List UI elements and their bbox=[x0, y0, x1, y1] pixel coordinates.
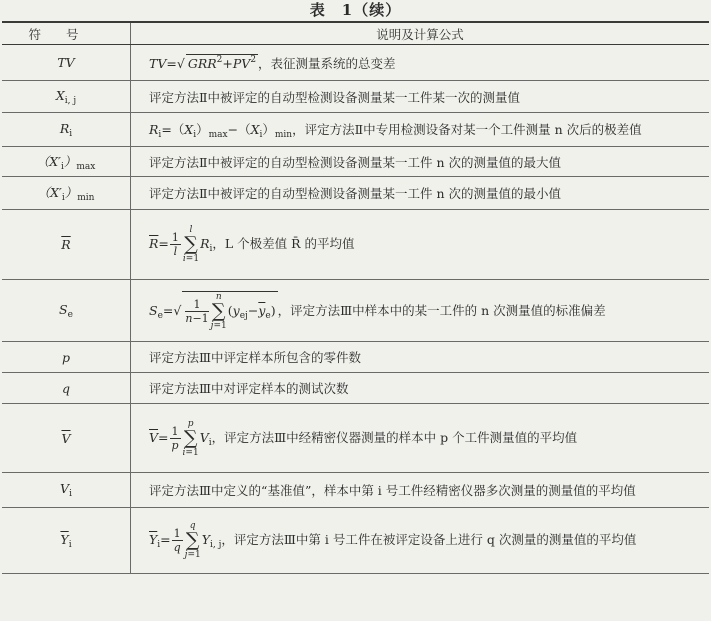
description-cell: 评定方法Ⅲ中对评定样本的测试次数 bbox=[131, 373, 710, 404]
description-cell: $\overline{V}=$ $\frac{1}{p}$ p ∑ i=1 $V_i$，评定方法Ⅲ中经精密仪器测量的样本中 p 个工件测量值的平均值 bbox=[131, 404, 710, 473]
table-row bbox=[2, 404, 709, 473]
formula: $R_i=(X_i)_{max}-(X_i)_{min}$ bbox=[149, 121, 293, 140]
table-row bbox=[2, 177, 709, 210]
symbol-cell: $\overline{R}$ bbox=[2, 210, 131, 280]
description-column-header: 说明及计算公式 bbox=[131, 22, 710, 45]
formula: $\overline{V}=$ $\frac{1}{p}$ p ∑ i=1 $V_i$ bbox=[149, 418, 212, 458]
description-cell: $\overline{Y}_i=$ $\frac{1}{q}$ q ∑ j=1 $Y_{i, j}$，评定方法Ⅲ中第 i 号工件在被评定设备上进行 q 次测量的测量值的平均值 bbox=[131, 508, 710, 574]
table-row bbox=[2, 280, 709, 342]
symbol-cell: $\overline{V}$ bbox=[2, 404, 131, 473]
description-cell: $\overline{R}=$ $\frac{1}{l}$ l ∑ i=1 $R_i$，L 个极差值 R̄ 的平均值 bbox=[131, 210, 710, 280]
symbol-cell: q bbox=[2, 373, 131, 404]
table-row bbox=[2, 147, 709, 177]
symbol-table bbox=[2, 21, 709, 574]
symbol-cell: $R_i$ bbox=[2, 113, 131, 147]
table-row bbox=[2, 113, 709, 147]
table-row bbox=[2, 81, 709, 113]
description-cell: $R_i=(X_i)_{max}-(X_i)_{min}$，评定方法Ⅱ中专用检测设备对某一个工件测量 n 次后的极差值 bbox=[131, 113, 710, 147]
table-row bbox=[2, 342, 709, 373]
symbol-cell: $S_e$ bbox=[2, 280, 131, 342]
formula: $S_e=√$ $\frac{1}{n-1}$ n ∑ j=1 $(y_{ej}-\overline{y}_e)$ bbox=[149, 291, 276, 331]
table-row bbox=[2, 373, 709, 404]
symbol-cell: $V_i$ bbox=[2, 473, 131, 508]
table-title: 表 1（续） bbox=[309, 1, 402, 19]
description-cell: $S_e=√$ $\frac{1}{n-1}$ n ∑ j=1 $(y_{ej}-\overline{y}_e)$ ，评定方法Ⅲ中样本中的某一工件的 n 次测量值的标准偏差 bbox=[131, 280, 710, 342]
description-cell: 评定方法Ⅱ中被评定的自动型检测设备测量某一工件 n 次的测量值的最大值 bbox=[131, 147, 710, 177]
description-cell: 评定方法Ⅱ中被评定的自动型检测设备测量某一工件 n 次的测量值的最小值 bbox=[131, 177, 710, 210]
formula: $\overline{Y}_i=$ $\frac{1}{q}$ q ∑ j=1 $Y_{i, j}$ bbox=[149, 521, 222, 560]
description-cell: 评定方法Ⅱ中被评定的自动型检测设备测量某一工件某一次的测量值 bbox=[131, 81, 710, 113]
symbol-cell: TV bbox=[2, 45, 131, 81]
formula: TV=√ $GRR^2+PV^2$ bbox=[149, 54, 257, 71]
formula: $\overline{R}=$ $\frac{1}{l}$ l ∑ i=1 $R_i$ bbox=[149, 225, 213, 264]
description-cell: 评定方法Ⅲ中评定样本所包含的零件数 bbox=[131, 342, 710, 373]
symbol-cell: $(X'_i)_{max}$ bbox=[2, 147, 131, 177]
description-cell: TV=√ $GRR^2+PV^2$ ，表征测量系统的总变差 bbox=[131, 45, 710, 81]
symbol-cell: p bbox=[2, 342, 131, 373]
table-header-row bbox=[2, 22, 709, 45]
table-row bbox=[2, 508, 709, 574]
table-row bbox=[2, 45, 709, 81]
table-row bbox=[2, 210, 709, 280]
symbol-cell: $(X'_i)_{min}$ bbox=[2, 177, 131, 210]
symbol-cell: $\overline{Y}_i$ bbox=[2, 508, 131, 574]
table-row bbox=[2, 473, 709, 508]
symbol-cell: $X_{i, j}$ bbox=[2, 81, 131, 113]
description-cell: 评定方法Ⅲ中定义的“基准值”，样本中第 i 号工件经精密仪器多次测量的测量值的平均值 bbox=[131, 473, 710, 508]
symbol-column-header: 符号 bbox=[2, 22, 131, 45]
